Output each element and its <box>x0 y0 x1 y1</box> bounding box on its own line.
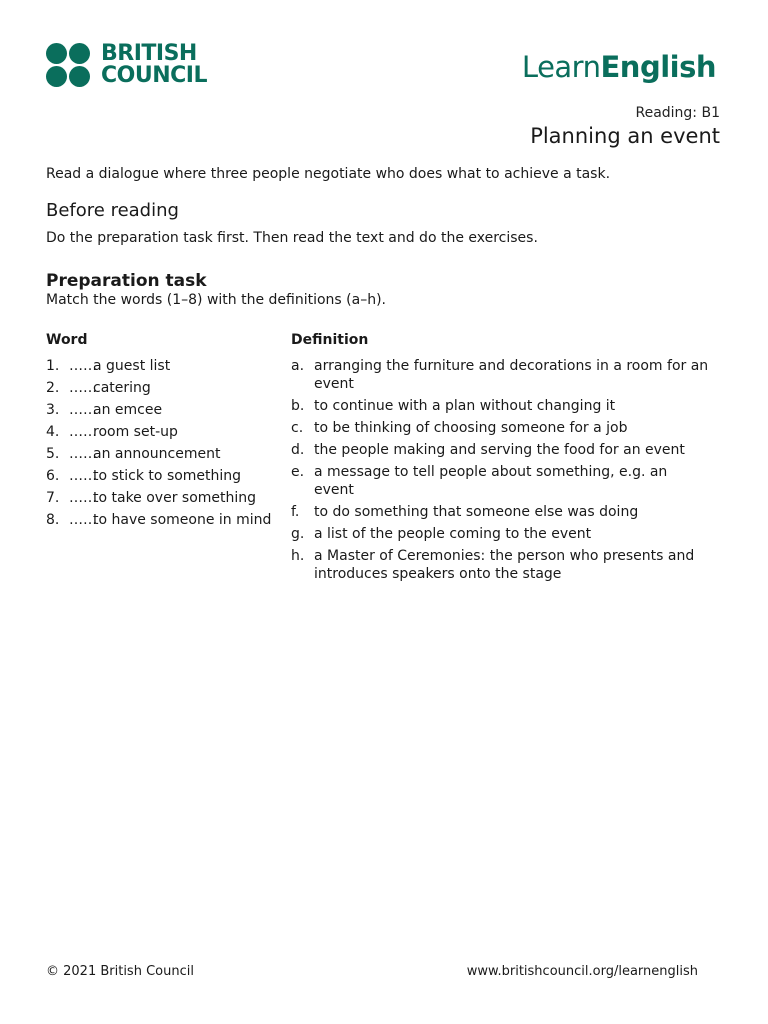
answer-blank: …… <box>69 446 97 462</box>
definition-item: d. the people making and serving the food for an event <box>291 442 685 458</box>
word-list <box>46 357 286 533</box>
word-item: 8. …… to have someone in mind <box>46 512 272 528</box>
answer-blank: …… <box>69 512 97 528</box>
definition-item: b. to continue with a plan without changing it <box>291 398 616 414</box>
word-item: 1. …… a guest list <box>46 358 171 374</box>
word-item: 3. …… an emcee <box>46 402 163 418</box>
british-council-wordmark: BRITISH COUNCIL <box>101 41 207 88</box>
learnenglish-logo: LearnEnglish <box>521 50 716 84</box>
definition-item: a. arranging the furniture and decorations in a room for an event <box>291 358 709 392</box>
answer-blank: …… <box>69 468 97 484</box>
before-reading-text: Do the preparation task first. Then read the text and do the exercises. <box>46 230 538 246</box>
answer-blank: …… <box>69 380 97 396</box>
definition-list <box>291 357 711 587</box>
word-item: 7. …… to take over something <box>46 490 257 506</box>
definition-item: c. to be thinking of choosing someone for a job <box>291 420 628 436</box>
word-column-header: Word <box>46 332 88 348</box>
level-label: Reading: B1 <box>635 105 720 121</box>
intro-text: Read a dialogue where three people negotiate who does what to achieve a task. <box>46 166 611 182</box>
british-council-logo <box>46 43 216 89</box>
word-item: 6. …… to stick to something <box>46 468 242 484</box>
before-reading-heading: Before reading <box>46 200 179 221</box>
definition-column-header: Definition <box>291 332 369 348</box>
answer-blank: …… <box>69 358 97 374</box>
definition-item: h. a Master of Ceremonies: the person who presents and introduces speakers onto the stage <box>291 548 695 582</box>
definition-item: f. to do something that someone else was doing <box>291 504 639 520</box>
word-item: 5. …… an announcement <box>46 446 221 462</box>
preparation-task-heading: Preparation task <box>46 271 207 291</box>
british-council-dots-icon <box>46 43 94 89</box>
word-item: 4. …… room set-up <box>46 424 178 440</box>
answer-blank: …… <box>69 402 97 418</box>
preparation-task-instructions: Match the words (1–8) with the definitions (a–h). <box>46 292 386 308</box>
definition-item: g. a list of the people coming to the event <box>291 526 592 542</box>
answer-blank: …… <box>69 424 97 440</box>
page-title: Planning an event <box>530 124 720 148</box>
definition-item: e. a message to tell people about something, e.g. an event <box>291 464 668 498</box>
footer-copyright: © 2021 British Council <box>46 964 194 979</box>
answer-blank: …… <box>69 490 97 506</box>
footer-url-link[interactable]: www.britishcouncil.org/learnenglish <box>466 964 698 979</box>
word-item: 2. …… catering <box>46 380 151 396</box>
